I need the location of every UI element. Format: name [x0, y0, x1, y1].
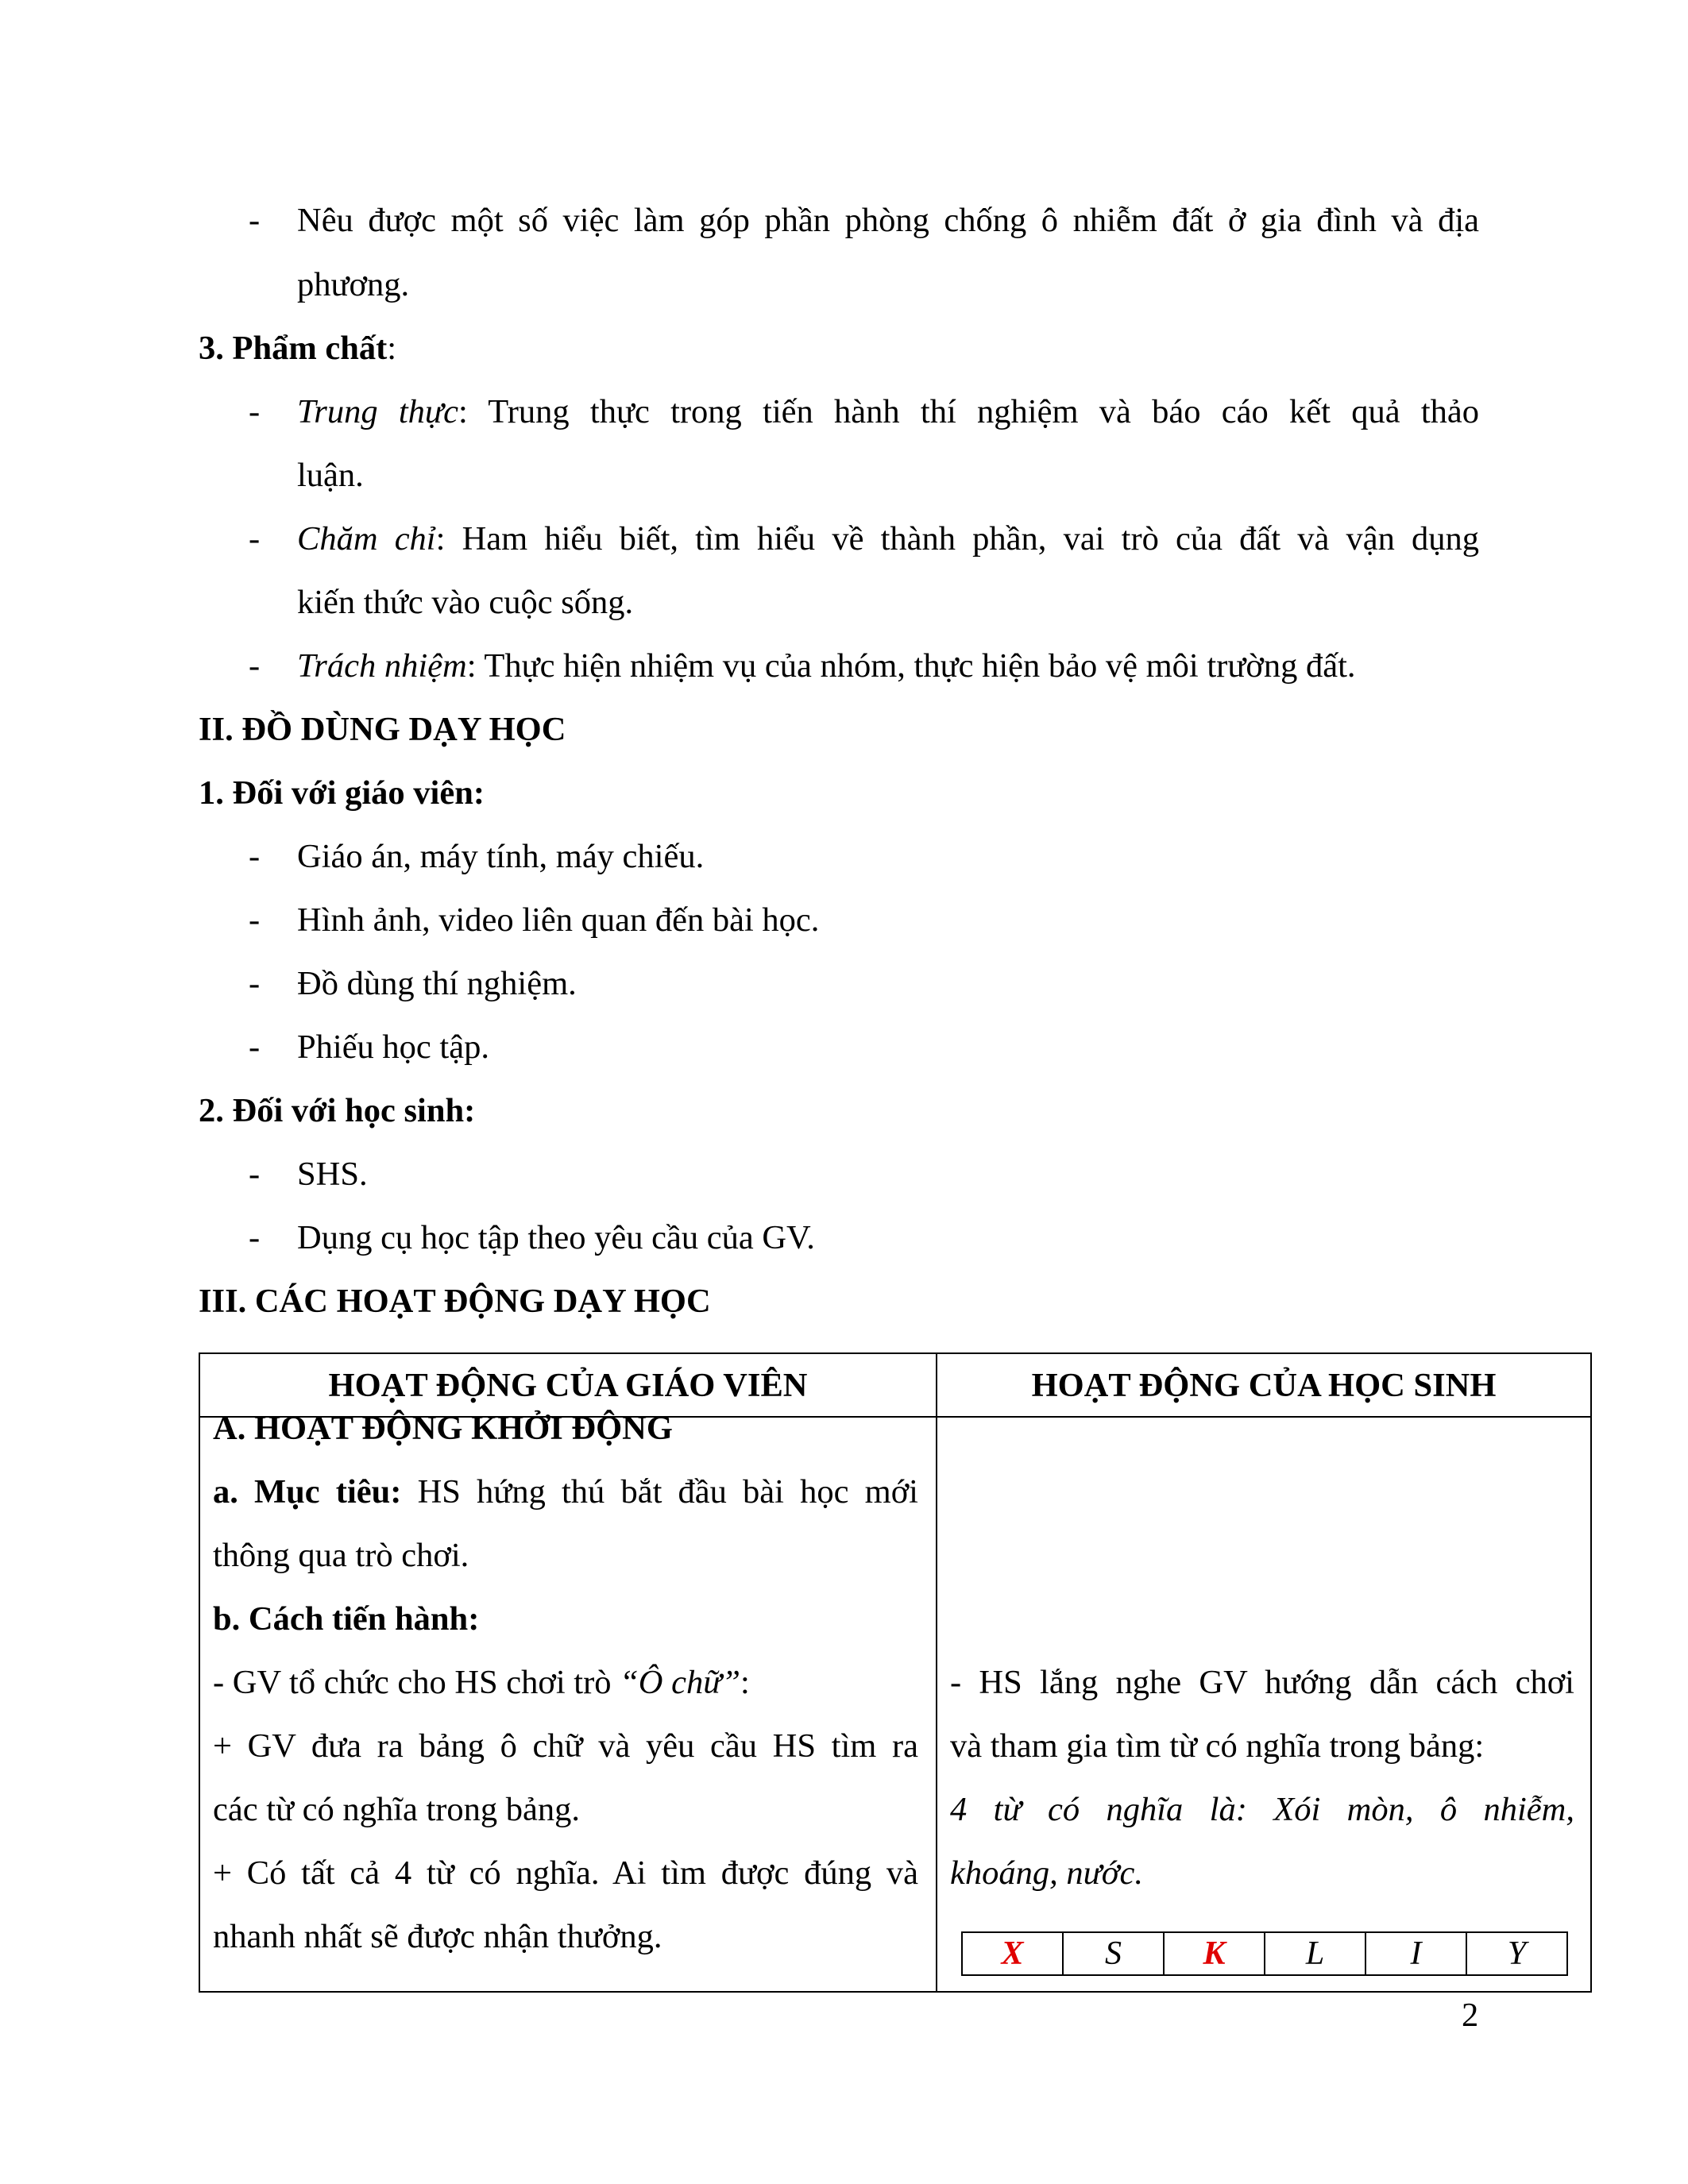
quality-item-honesty: Trung thực: Trung thực trong tiến hành thí nghiệm và báo cáo kết quả thảo [297, 393, 1479, 430]
table-header-row [199, 1353, 1591, 1417]
student-answer-line-cont: khoáng, nước. [950, 1854, 1143, 1892]
teacher-material-item: Phiếu học tập. [297, 1028, 489, 1066]
qualities-heading: 3. Phẩm chất: [199, 330, 397, 367]
teacher-material-item: Hình ảnh, video liên quan đến bài học. [297, 901, 820, 939]
page-number: 2 [1462, 1997, 1479, 2034]
competency-line-cont: phương. [297, 266, 410, 303]
student-activity-cell [937, 1417, 1591, 1992]
step-line-cont: nhanh nhất sẽ được nhận thưởng. [213, 1918, 662, 1955]
goal-line-cont: thông qua trò chơi. [213, 1537, 469, 1574]
bullet-dash: - [249, 901, 261, 939]
activity-title: A. HOẠT ĐỘNG KHỞI ĐỘNG [213, 1410, 673, 1447]
student-materials-heading: 2. Đối với học sinh: [199, 1092, 476, 1129]
bullet-dash: - [249, 1028, 261, 1066]
student-step-line-cont: và tham gia tìm từ có nghĩa trong bảng: [950, 1727, 1485, 1765]
bullet-dash: - [249, 393, 261, 430]
bullet-dash: - [249, 1219, 261, 1256]
section-heading-activities: III. CÁC HOẠT ĐỘNG DẠY HỌC [199, 1283, 711, 1320]
teacher-material-item: Đồ dùng thí nghiệm. [297, 965, 577, 1002]
step-line: + Có tất cả 4 từ có nghĩa. Ai tìm được đúng và [213, 1854, 918, 1892]
goal-line: a. Mục tiêu: HS hứng thú bắt đầu bài học mới [213, 1473, 918, 1511]
column-header-teacher: HOẠT ĐỘNG CỦA GIÁO VIÊN [199, 1353, 937, 1417]
student-material-item: Dụng cụ học tập theo yêu cầu của GV. [297, 1219, 815, 1256]
grid-cell: I [1365, 1932, 1466, 1975]
column-header-student: HOẠT ĐỘNG CỦA HỌC SINH [937, 1353, 1591, 1417]
grid-cell: Y [1466, 1932, 1567, 1975]
word-grid [961, 1931, 1568, 1976]
word-grid-row [962, 1932, 1567, 1975]
student-material-item: SHS. [297, 1156, 368, 1193]
bullet-dash: - [249, 965, 261, 1002]
grid-cell: S [1063, 1932, 1164, 1975]
grid-cell: K [1164, 1932, 1265, 1975]
bullet-dash: - [249, 520, 261, 558]
student-step-line: - HS lắng nghe GV hướng dẫn cách chơi [950, 1664, 1574, 1701]
step-line: - GV tổ chức cho HS chơi trò “Ô chữ”: [213, 1664, 750, 1701]
step-line-cont: các từ có nghĩa trong bảng. [213, 1791, 581, 1828]
quality-item-responsibility: Trách nhiệm: Thực hiện nhiệm vụ của nhóm, thực hiện bảo vệ môi trường đất. [297, 647, 1356, 685]
student-answer-line: 4 từ có nghĩa là: Xói mòn, ô nhiễm, [950, 1791, 1574, 1828]
quality-item-honesty-cont: luận. [297, 457, 364, 494]
bullet-dash: - [249, 647, 261, 685]
quality-item-diligence-cont: kiến thức vào cuộc sống. [297, 584, 634, 621]
teacher-materials-heading: 1. Đối với giáo viên: [199, 774, 485, 812]
grid-cell: L [1265, 1932, 1365, 1975]
teacher-material-item: Giáo án, máy tính, máy chiếu. [297, 838, 705, 875]
bullet-dash: - [249, 1156, 261, 1193]
section-heading-materials: II. ĐỒ DÙNG DẠY HỌC [199, 711, 566, 748]
steps-label: b. Cách tiến hành: [213, 1600, 480, 1638]
quality-item-diligence: Chăm chỉ: Ham hiểu biết, tìm hiểu về thành phần, vai trò của đất và vận dụng [297, 520, 1479, 558]
bullet-dash: - [249, 838, 261, 875]
grid-cell: X [962, 1932, 1063, 1975]
step-line: + GV đưa ra bảng ô chữ và yêu cầu HS tìm ra [213, 1727, 918, 1765]
bullet-dash: - [249, 202, 261, 239]
competency-line: Nêu được một số việc làm góp phần phòng chống ô nhiễm đất ở gia đình và địa [297, 202, 1479, 239]
